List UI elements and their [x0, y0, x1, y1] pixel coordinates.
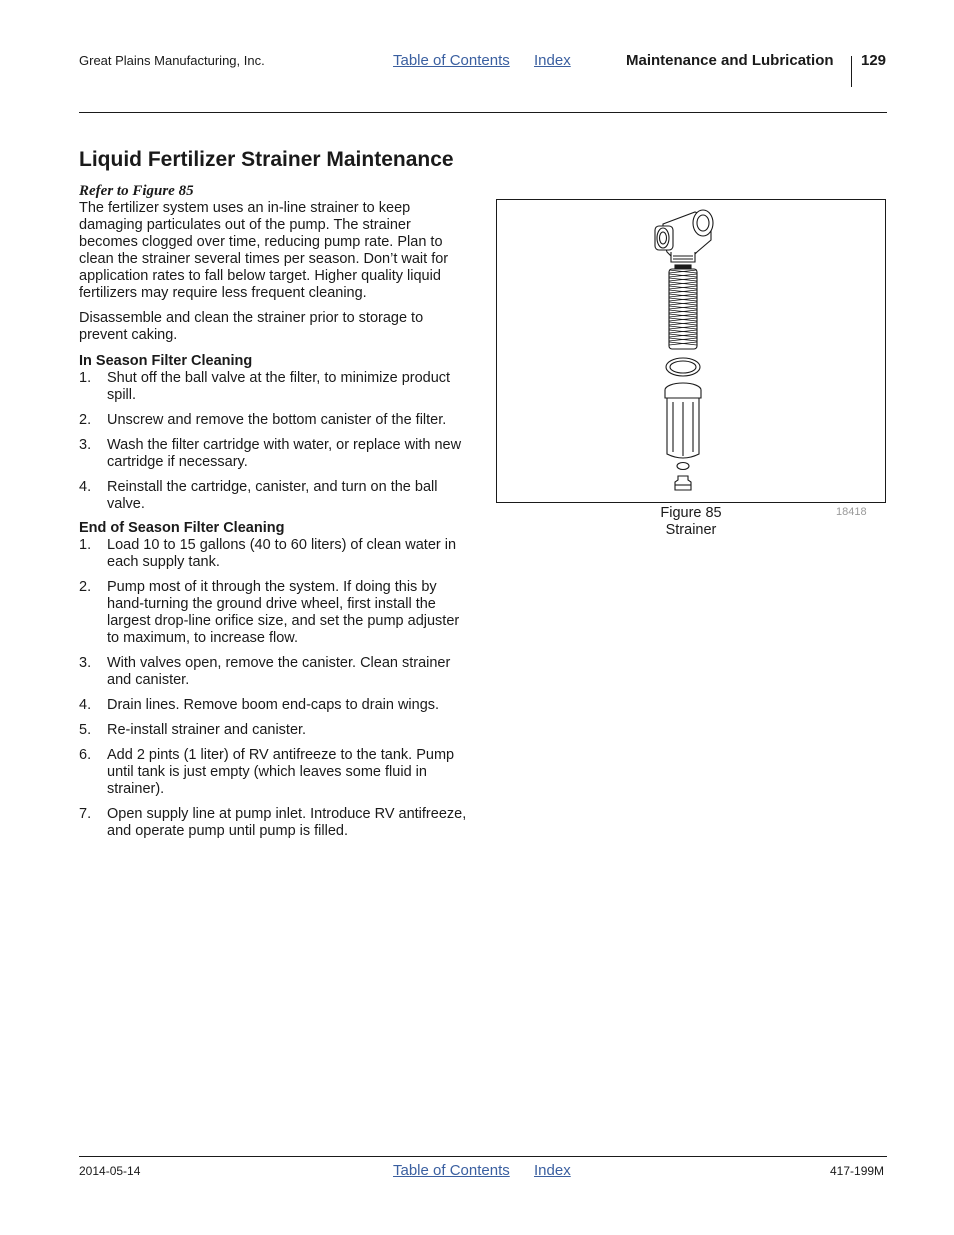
strainer-head-icon — [655, 210, 713, 262]
header-toc-link[interactable]: Table of Contents — [393, 52, 510, 69]
footer-doc-number: 417-199M — [830, 1164, 885, 1178]
filter-cartridge-icon — [669, 265, 697, 349]
page-number: 129 — [861, 52, 887, 69]
in-season-heading: In Season Filter Cleaning — [79, 353, 253, 369]
list-item: 3. Wash the filter cartridge with water, or replace with new cartridge if necessary. — [79, 437, 462, 470]
in-season-steps — [79, 370, 473, 513]
page-title: Liquid Fertilizer Strainer Maintenance — [79, 148, 454, 171]
list-item: 3. With valves open, remove the canister. Clean strainer and canister. — [79, 655, 451, 688]
list-item: 2. Unscrew and remove the bottom canister of the filter. — [79, 412, 447, 428]
figure-title: Strainer — [665, 522, 717, 538]
intro-paragraph-2: Disassemble and clean the strainer prior to storage to prevent caking. — [79, 310, 424, 343]
list-item: 4. Reinstall the cartridge, canister, and turn on the ball valve. — [79, 479, 438, 512]
header-index-link[interactable]: Index — [534, 52, 571, 69]
list-item: 2. Pump most of it through the system. If doing this by hand-turning the ground drive wheel, first install the largest drop-line orifice size, and set the pump adjuster to maximum, to increase flow. — [79, 579, 460, 646]
figure-caption — [640, 505, 742, 539]
figure-reference: Refer to Figure 85 — [79, 183, 194, 199]
strainer-exploded-view-icon — [497, 200, 885, 502]
end-season-heading: End of Season Filter Cleaning — [79, 520, 285, 536]
end-season-steps — [79, 537, 473, 840]
main-column — [79, 183, 473, 848]
footer-rule — [79, 1156, 887, 1157]
header-rule — [79, 112, 887, 113]
list-item: 1. Load 10 to 15 gallons (40 to 60 liters) of clean water in each supply tank. — [79, 537, 457, 570]
company-name: Great Plains Manufacturing, Inc. — [79, 53, 265, 68]
washer-icon — [677, 463, 689, 470]
footer-date: 2014-05-14 — [79, 1164, 141, 1178]
list-item: 1. Shut off the ball valve at the filter, to minimize product spill. — [79, 370, 451, 403]
figure-label: Figure 85 — [660, 505, 722, 521]
figure-frame — [496, 199, 886, 503]
list-item: 4. Drain lines. Remove boom end-caps to drain wings. — [79, 697, 440, 713]
list-item: 5. Re-install strainer and canister. — [79, 722, 307, 738]
header-divider — [851, 56, 852, 87]
canister-icon — [665, 383, 701, 458]
section-title: Maintenance and Lubrication — [626, 52, 834, 69]
footer-index-link[interactable]: Index — [534, 1162, 571, 1179]
figure-part-number: 18418 — [836, 506, 867, 518]
intro-paragraph-1: The fertilizer system uses an in-line strainer to keep damaging particulates out of the pump. The strainer becomes clogged over time, reducing pump rate. Plan to clean the strainer several times per season. Don’t wait for application rates to fall below target. Higher quality liquid fertilizers may require less frequent cleaning. — [79, 200, 449, 301]
drain-plug-icon — [675, 476, 691, 490]
footer-toc-link[interactable]: Table of Contents — [393, 1162, 510, 1179]
list-item: 6. Add 2 pints (1 liter) of RV antifreeze to the tank. Pump until tank is just empty (which leaves some fluid in strainer). — [79, 747, 455, 797]
list-item: 7. Open supply line at pump inlet. Introduce RV antifreeze, and operate pump until pump is filled. — [79, 806, 467, 839]
